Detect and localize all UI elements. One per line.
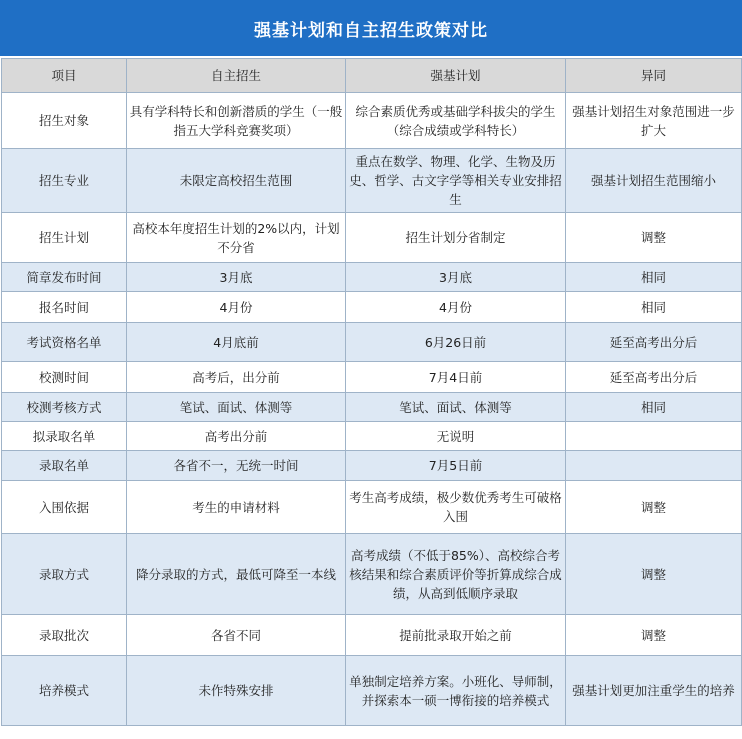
cell-qiangji: 4月份: [346, 292, 566, 323]
cell-diff: 相同: [566, 393, 742, 422]
cell-zizhu: 高考出分前: [127, 422, 346, 451]
cell-diff: 调整: [566, 213, 742, 263]
cell-zizhu: 笔试、面试、体测等: [127, 393, 346, 422]
cell-qiangji: 高考成绩（不低于85%）、高校综合考核结果和综合素质评价等折算成综合成绩，从高到低顺序录取: [346, 534, 566, 615]
header-zizhu: 自主招生: [127, 59, 346, 93]
cell-zizhu: 未作特殊安排: [127, 656, 346, 726]
row-label: 简章发布时间: [2, 263, 127, 292]
row-label: 校测时间: [2, 362, 127, 393]
cell-qiangji: 考生高考成绩，极少数优秀考生可破格入围: [346, 481, 566, 534]
row-label: 培养模式: [2, 656, 127, 726]
row-label: 招生计划: [2, 213, 127, 263]
cell-qiangji: 重点在数学、物理、化学、生物及历史、哲学、古文字学等相关专业安排招生: [346, 149, 566, 213]
cell-zizhu: 各省不同: [127, 615, 346, 656]
table-row: [2, 656, 742, 726]
cell-diff: 相同: [566, 263, 742, 292]
cell-qiangji: 单独制定培养方案。小班化、导师制，并探索本一硕一博衔接的培养模式: [346, 656, 566, 726]
cell-qiangji: 综合素质优秀或基础学科拔尖的学生（综合成绩或学科特长）: [346, 93, 566, 149]
cell-zizhu: 各省不一，无统一时间: [127, 451, 346, 481]
cell-qiangji: 7月4日前: [346, 362, 566, 393]
cell-diff: 强基计划更加注重学生的培养: [566, 656, 742, 726]
cell-zizhu: [127, 534, 346, 615]
table-row: [2, 393, 742, 422]
cell-qiangji: 招生计划分省制定: [346, 213, 566, 263]
table-row: [2, 534, 742, 615]
row-label: 招生专业: [2, 149, 127, 213]
cell-qiangji: 3月底: [346, 263, 566, 292]
header-qiangji: 强基计划: [346, 59, 566, 93]
cell-zizhu: 3月底: [127, 263, 346, 292]
table-row: [2, 292, 742, 323]
row-label: 报名时间: [2, 292, 127, 323]
table-row: [2, 451, 742, 481]
cell-diff: 延至高考出分后: [566, 362, 742, 393]
row-label: 入围依据: [2, 481, 127, 534]
cell-diff: 强基计划招生对象范围进一步扩大: [566, 93, 742, 149]
cell-qiangji: 提前批录取开始之前: [346, 615, 566, 656]
header-item: 项目: [2, 59, 127, 93]
cell-zizhu-text: 降分录取的方式，最低可降至一本线: [135, 566, 336, 582]
table-row: [2, 481, 742, 534]
cell-zizhu: 高校本年度招生计划的2%以内，计划不分省: [127, 213, 346, 263]
cell-zizhu: 高考后，出分前: [127, 362, 346, 393]
table-row: [2, 149, 742, 213]
cell-qiangji: 笔试、面试、体测等: [346, 393, 566, 422]
comparison-table: [1, 58, 742, 726]
cell-diff: 调整: [566, 615, 742, 656]
row-label: 录取方式: [2, 534, 127, 615]
title-bar: [0, 0, 742, 58]
cell-diff: 强基计划招生范围缩小: [566, 149, 742, 213]
table-row: [2, 323, 742, 362]
cell-zizhu: 未限定高校招生范围: [127, 149, 346, 213]
cell-zizhu: 4月份: [127, 292, 346, 323]
table-row: [2, 422, 742, 451]
row-label: 录取批次: [2, 615, 127, 656]
cell-qiangji: 6月26日前: [346, 323, 566, 362]
cell-diff: 相同: [566, 292, 742, 323]
cell-zizhu: 考生的申请材料: [127, 481, 346, 534]
cell-qiangji: 7月5日前: [346, 451, 566, 481]
row-label: 校测考核方式: [2, 393, 127, 422]
cell-diff: 延至高考出分后: [566, 323, 742, 362]
cell-zizhu: 4月底前: [127, 323, 346, 362]
cell-zizhu: 具有学科特长和创新潜质的学生（一般指五大学科竞赛奖项）: [127, 93, 346, 149]
table-row: [2, 362, 742, 393]
table-row: [2, 213, 742, 263]
header-diff: 异同: [566, 59, 742, 93]
row-label: 招生对象: [2, 93, 127, 149]
header-row: [2, 59, 742, 93]
table-row: [2, 263, 742, 292]
cell-diff: [566, 422, 742, 451]
table-row: [2, 93, 742, 149]
row-label: 录取名单: [2, 451, 127, 481]
cell-diff: 调整: [566, 534, 742, 615]
row-label: 考试资格名单: [2, 323, 127, 362]
cell-qiangji: 无说明: [346, 422, 566, 451]
cell-diff: [566, 451, 742, 481]
page-title: 强基计划和自主招生政策对比: [254, 20, 488, 41]
row-label: 拟录取名单: [2, 422, 127, 451]
cell-diff: 调整: [566, 481, 742, 534]
table-row: [2, 615, 742, 656]
